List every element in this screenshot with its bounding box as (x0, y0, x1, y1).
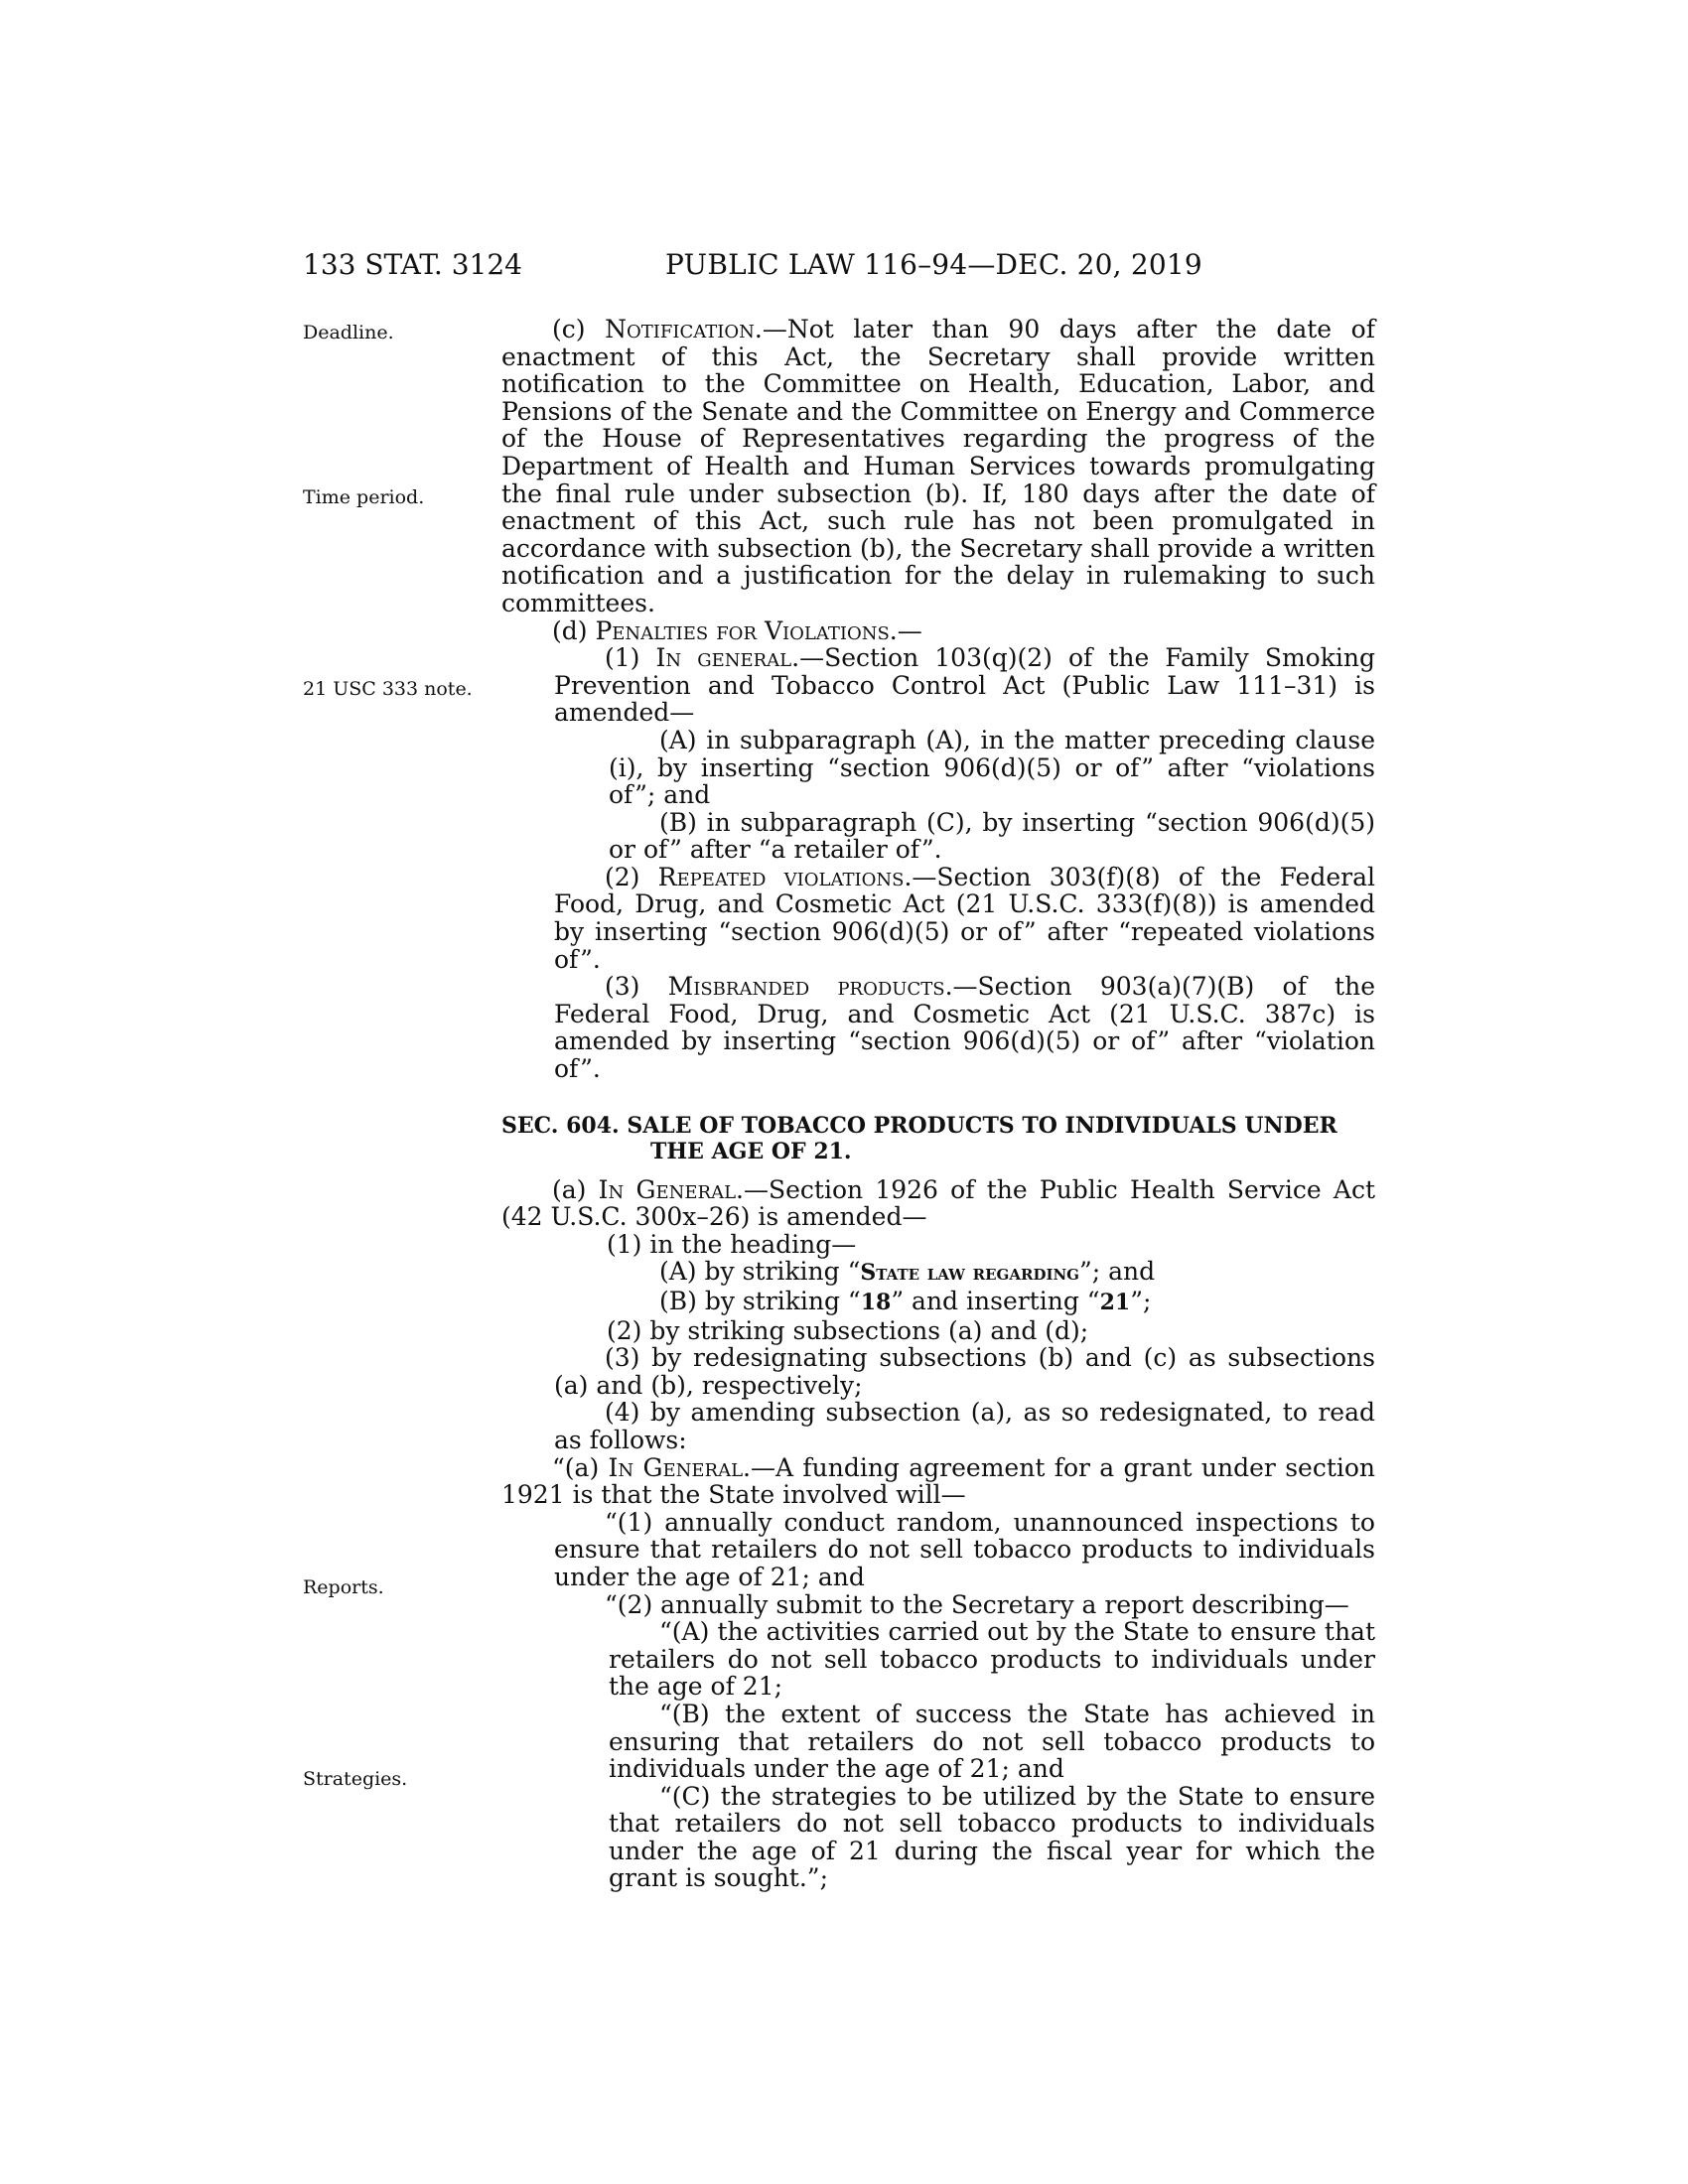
paragraph-text: .—Section 103(q)(2) of the Family Smoking Prevention and Tobacco Control Act (Public Law 111–31) is amended— (554, 643, 1375, 728)
margin-note-strategies: Strategies. (303, 1768, 408, 1790)
page-header (303, 248, 1370, 288)
paragraph-number: (d) (552, 615, 596, 645)
paragraph-a1b (501, 1288, 1375, 1317)
paragraph-number: “(a) (552, 1452, 609, 1482)
paragraph-text: .—Not later than 90 days after the date of enactment of this Act, the Secretary shall provide written notification to the Committee on Health, Education, Labor, and Pensions of the Senate and the Committee on Energy and Commerce of the House of Representatives regarding the progress of the Department of Health and Human Services towards promulgating the final rule under subsection (b). If, 180 days after the date of enactment of this Act, such rule has not been promulgated in accordance with subsection (b), the Secretary shall provide a written notification and a justification for the delay in rulemaking to such committees. (501, 315, 1375, 617)
quoted-paragraph-2c: “(C) the strategies to be utilized by the State to ensure that retailers do not sell tobacco products to individuals under the age of 21 during the fiscal year for which the grant is sought.”; (609, 1781, 1375, 1893)
margin-note-deadline: Deadline. (303, 322, 394, 343)
law-title: PUBLIC LAW 116–94—DEC. 20, 2019 (665, 248, 1202, 281)
paragraph-number: (a) (552, 1174, 599, 1204)
paragraph-heading: In general (655, 643, 792, 673)
margin-note-usc: 21 USC 333 note. (303, 678, 473, 700)
text-run: ”; (1130, 1287, 1152, 1315)
paragraph-number: (c) (552, 315, 606, 343)
quoted-paragraph-2: “(2) annually submit to the Secretary a report describing— (605, 1589, 1349, 1619)
paragraph-text: .—A funding agreement for a grant under section 1921 is that the State involved will— (501, 1452, 1376, 1510)
paragraph-a1a (501, 1258, 1375, 1288)
paragraph-c (501, 316, 1375, 617)
paragraph-text: .—Section 903(a)(7)(B) of the Federal Food, Drug, and Cosmetic Act (21 U.S.C. 387c) is amended by inserting “section 906(d)(5) or of” after “violation of”. (554, 972, 1375, 1084)
document-body (501, 316, 1375, 1892)
stat-citation: 133 STAT. 3124 (303, 248, 522, 281)
margin-note-time-period: Time period. (303, 486, 425, 508)
quoted-paragraph-a (501, 1454, 1375, 1509)
quoted-paragraph-1: “(1) annually conduct random, unannounced inspections to ensure that retailers do not sell tobacco products to individuals under the age of 21; and (554, 1507, 1375, 1591)
struck-number: 18 (860, 1290, 892, 1315)
quoted-paragraph-2b: “(B) the extent of success the State has achieved in ensuring that retailers do not sell tobacco products to individuals under the age of 21; and (609, 1699, 1375, 1784)
paragraph-d2 (501, 864, 1375, 973)
paragraph-d1a: (A) in subparagraph (A), in the matter preceding clause (i), by inserting “section 906(d)(5) or of” after “violations of”; and (609, 725, 1375, 810)
struck-heading-text: State law regarding (860, 1260, 1079, 1287)
paragraph-heading: Repeated violations (657, 862, 905, 891)
paragraph-heading: In General (598, 1174, 737, 1204)
paragraph-number: (1) (605, 643, 656, 673)
paragraph-a4: (4) by amending subsection (a), as so redesignated, to read as follows: (554, 1398, 1375, 1454)
paragraph-d1 (501, 644, 1375, 727)
paragraph-heading: In General (608, 1452, 744, 1482)
paragraph-number: (2) (605, 862, 658, 891)
text-run: (A) by striking “ (659, 1257, 861, 1287)
paragraph-number: (3) (605, 972, 668, 1002)
paragraph-a (501, 1176, 1375, 1231)
paragraph-heading: Penalties for Violations (595, 615, 890, 645)
paragraph-a3: (3) by redesignating subsections (b) and (c) as subsections (a) and (b), respectively; (554, 1343, 1375, 1400)
text-run: ”; and (1079, 1257, 1156, 1287)
inserted-number: 21 (1099, 1290, 1131, 1315)
margin-note-reports: Reports. (303, 1576, 384, 1598)
paragraph-d3 (501, 973, 1375, 1082)
paragraph-a1: (1) in the heading— (607, 1229, 857, 1259)
paragraph-d (501, 617, 1375, 645)
paragraph-a2: (2) by striking subsections (a) and (d); (607, 1315, 1089, 1345)
paragraph-heading: Notification (605, 315, 755, 343)
paragraph-text: .—Section 303(f)(8) of the Federal Food, Drug, and Cosmetic Act (21 U.S.C. 333(f)(8)) is amended by inserting “section 906(d)(5) or of” after “repeated violations of”. (554, 862, 1375, 974)
paragraph-text: .— (889, 615, 922, 645)
paragraph-d1b: (B) in subparagraph (C), by inserting “section 906(d)(5) or of” after “a retailer of”. (609, 807, 1375, 865)
paragraph-heading: Misbranded products (667, 972, 945, 1002)
section-heading: SEC. 604. SALE OF TOBACCO PRODUCTS TO INDIVIDUALS UNDER THE AGE OF 21. (501, 1112, 1337, 1164)
quoted-paragraph-2a: “(A) the activities carried out by the State to ensure that retailers do not sell tobacco products to individuals under the age of 21; (609, 1617, 1375, 1702)
text-run: (B) by striking “ (659, 1287, 861, 1315)
text-run: ” and inserting “ (891, 1287, 1100, 1315)
paragraph-text: .—Section 1926 of the Public Health Service Act (42 U.S.C. 300x–26) is amended— (501, 1174, 1376, 1232)
